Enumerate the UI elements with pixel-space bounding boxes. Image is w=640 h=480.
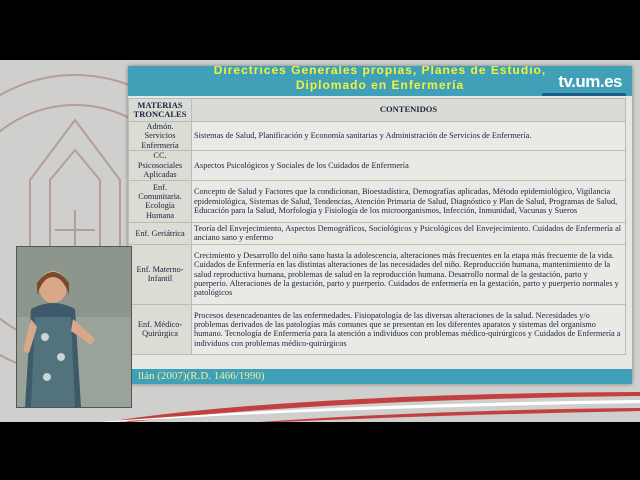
header-contenidos: CONTENIDOS: [192, 99, 626, 122]
slide-title-line1: Directrices Generales propias, Planes de Estudio,: [213, 66, 547, 77]
table-row: [129, 122, 626, 151]
row-contents: Crecimiento y Desarrollo del niño sano hasta la adolescencia, alteraciones más frecuentes en la etapa más frecuente de la vida. Cuidados de Enfermería en las distintas alteraciones de las necesidades del niño. Reproducción humana, mantenimiento de la salud reproductiva humana, problemas de salud en la reproducción humana. Desarrollo normal de la gestación, parto y puerperio. Alteraciones de la gestación, parto y puerperio. Cuidados de enfermería en la gestación, parto y puerperio normales y patológicos: [192, 244, 626, 304]
row-contents: Aspectos Psicológicos y Sociales de los Cuidados de Enfermería: [192, 150, 626, 180]
row-category: Enf. Materno-Infantil: [129, 244, 192, 304]
slide-title-line2: Diplomado en Enfermería: [295, 78, 465, 92]
row-contents: Sistemas de Salud, Planificación y Economía sanitarias y Administración de Servicios de Enfermería.: [192, 122, 626, 151]
slide-header: [128, 66, 632, 96]
table-row: [129, 244, 626, 304]
presentation-slide: [128, 66, 632, 384]
tv-um-logo: tv.um.es: [558, 72, 622, 91]
row-category: Admón. Servicios Enfermería: [129, 122, 192, 151]
table-row: [129, 150, 626, 180]
curriculum-table: [128, 98, 626, 355]
row-category: Enf. Comunitaria. Ecología Humana: [129, 180, 192, 222]
row-contents: Concepto de Salud y Factores que la condicionan, Bioestadística, Demografías aplicadas, Método epidemiológico, Vigilancia epidemiológica, Sistemas de Salud, Tendencias, Atención Primaria de Salud, Diagnóstico y Plan de Salud, Programas de Salud, Educación para la Salud, Morfología y Fisiología de los microorganismos, Infección, Inmunidad, Vacunas y Sueros: [192, 180, 626, 222]
row-contents: Teoría del Envejecimiento, Aspectos Demográficos, Sociológicos y Psicológicos del Envejecimiento. Cuidados de Enfermería al anciano sano y enfermo: [192, 222, 626, 244]
video-frame[interactable]: [0, 60, 640, 422]
row-category: Enf. Geriátrica: [129, 222, 192, 244]
table-row: [129, 180, 626, 222]
speaker-video-inset: [16, 246, 132, 408]
slide-footer: [128, 369, 632, 384]
table-row: [129, 222, 626, 244]
row-category: CC. Psicosociales Aplicadas: [129, 150, 192, 180]
row-contents: Procesos desencadenantes de las enfermedades. Fisiopatología de las diversas alteraciones de la salud. Necesidades y/o problemas derivados de las patologías más comunes que se presentan en los diferentes aparatos y sistemas del organismo humano. Tecnología de Enfermería para la atención a individuos con problemas médico-quirúrgicos y Cuidados de Enfermería a individuos con problemas médico-quirúrgicos: [192, 304, 626, 354]
slide-footer-citation: llán (2007)(R.D. 1466/1990): [138, 370, 265, 382]
logo-underline: [542, 93, 626, 96]
decorative-stripes: [0, 390, 640, 422]
speaker-figure: [17, 247, 131, 407]
row-category: Enf. Médico-Quirúrgica: [129, 304, 192, 354]
table-row: [129, 304, 626, 354]
header-materias: MATERIAS TRONCALES: [129, 99, 192, 122]
table-header-row: [129, 99, 626, 122]
